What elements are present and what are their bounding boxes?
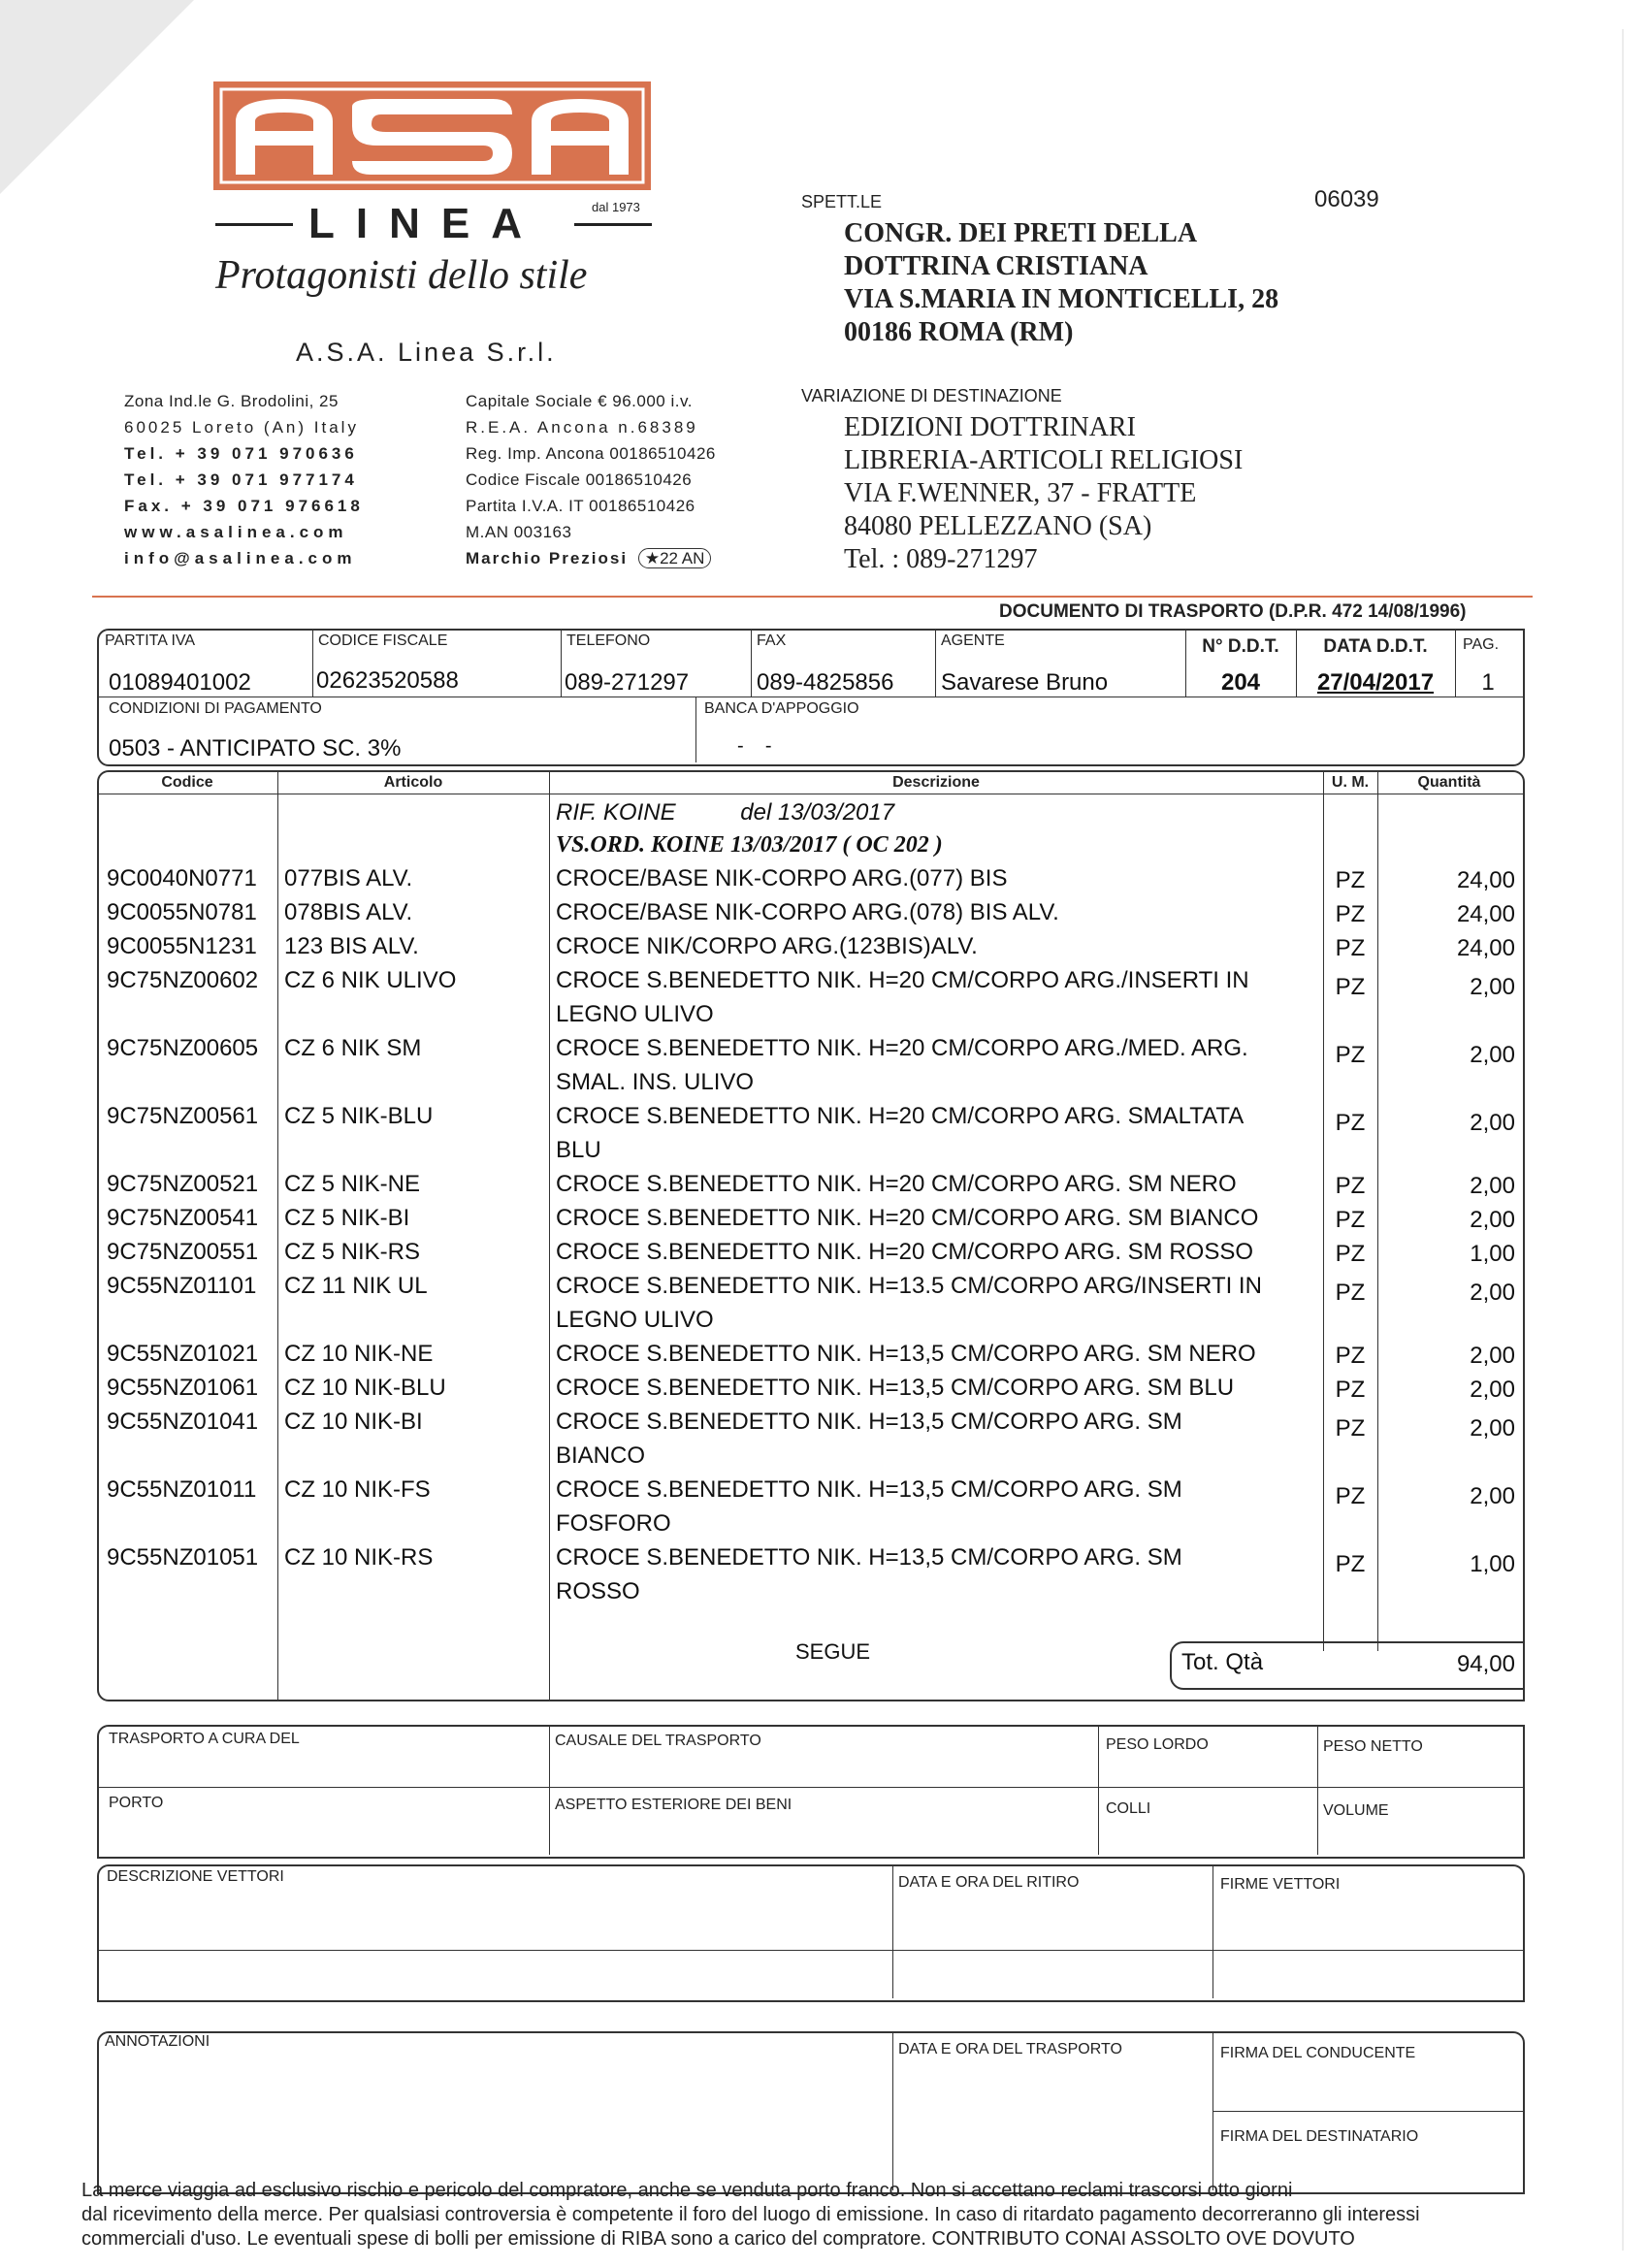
destination-line: LIBRERIA-ARTICOLI RELIGIOSI <box>844 445 1244 475</box>
item-um: PZ <box>1335 901 1366 927</box>
item-articolo: CZ 10 NIK-BLU <box>284 1375 446 1401</box>
item-quantita: 1,00 <box>1470 1241 1515 1267</box>
item-quantita: 2,00 <box>1470 1042 1515 1068</box>
item-articolo: CZ 10 NIK-BI <box>284 1409 423 1435</box>
col-divider <box>1212 2033 1213 2190</box>
item-articolo: 077BIS ALV. <box>284 865 413 891</box>
item-codice: 9C0055N1231 <box>107 933 257 959</box>
logo-graphic <box>211 78 653 194</box>
website-link[interactable]: www.asalinea.com <box>124 523 348 541</box>
company-info-right <box>466 388 716 571</box>
firma-destinatario-label: FIRMA DEL DESTINATARIO <box>1220 2128 1419 2145</box>
item-um: PZ <box>1335 1415 1366 1442</box>
item-articolo: CZ 10 NIK-RS <box>284 1544 434 1571</box>
destination-line: 84080 PELLEZZANO (SA) <box>844 511 1152 541</box>
logo-line-right <box>574 223 652 226</box>
recipient-line: 00186 ROMA (RM) <box>844 317 1074 347</box>
item-descrizione: CROCE S.BENEDETTO NIK. H=20 CM/CORPO ARG. SM ROSSO <box>556 1239 1254 1265</box>
header-separator <box>92 596 1533 598</box>
item-um: PZ <box>1335 1173 1366 1199</box>
address-line: Zona Ind.le G. Brodolini, 25 <box>124 392 339 410</box>
item-codice: 9C75NZ00521 <box>107 1171 259 1197</box>
item-descrizione: BLU <box>556 1137 601 1163</box>
pag-label: PAG. <box>1463 636 1500 653</box>
destination-line: VIA F.WENNER, 37 - FRATTE <box>844 478 1197 508</box>
item-codice: 9C75NZ00561 <box>107 1103 259 1129</box>
item-codice: 9C55NZ01021 <box>107 1341 259 1367</box>
item-descrizione: FOSFORO <box>556 1510 671 1537</box>
item-articolo: 123 BIS ALV. <box>284 933 419 959</box>
col-divider <box>892 2033 893 2190</box>
item-articolo: CZ 5 NIK-BLU <box>284 1103 434 1129</box>
city-line: 60025 Loreto (An) Italy <box>124 418 359 437</box>
nddt-label: N° D.D.T. <box>1202 636 1279 657</box>
col-divider <box>549 772 550 1700</box>
item-um: PZ <box>1335 1280 1366 1306</box>
item-quantita: 2,00 <box>1470 1483 1515 1509</box>
item-quantita: 2,00 <box>1470 1207 1515 1233</box>
item-descrizione: CROCE S.BENEDETTO NIK. H=20 CM/CORPO ARG./INSERTI IN <box>556 967 1249 993</box>
order-ref: VS.ORD. KOINE 13/03/2017 ( OC 202 ) <box>556 832 943 858</box>
item-descrizione: CROCE S.BENEDETTO NIK. H=13,5 CM/CORPO ARG. SM NERO <box>556 1341 1256 1367</box>
col-divider <box>695 697 696 762</box>
item-codice: 9C55NZ01011 <box>107 1476 257 1503</box>
item-codice: 9C55NZ01101 <box>107 1273 257 1299</box>
col-divider <box>892 1866 893 1998</box>
recipient-address <box>844 217 1278 349</box>
item-articolo: CZ 6 NIK ULIVO <box>284 967 457 993</box>
col-header-articolo: Articolo <box>383 774 443 791</box>
item-quantita: 2,00 <box>1470 974 1515 1000</box>
destination-line: EDIZIONI DOTTRINARI <box>844 412 1136 442</box>
col-divider <box>1098 1727 1099 1855</box>
signature-divider <box>1212 2111 1523 2112</box>
fax-label: FAX <box>757 632 787 649</box>
rif-label: RIF. KOINE <box>556 799 676 826</box>
item-descrizione: CROCE/BASE NIK-CORPO ARG.(077) BIS <box>556 865 1008 891</box>
item-um: PZ <box>1335 935 1366 961</box>
item-um: PZ <box>1335 1483 1366 1509</box>
recipient-line: DOTTRINA CRISTIANA <box>844 251 1148 281</box>
pagamento-value: 0503 - ANTICIPATO SC. 3% <box>109 735 402 761</box>
colli-label: COLLI <box>1106 1800 1151 1817</box>
email-link[interactable]: info@asalinea.com <box>124 549 357 567</box>
segue-label: SEGUE <box>795 1639 871 1664</box>
fax-line: Fax. + 39 071 976618 <box>124 497 364 515</box>
marchio-label: Marchio Preziosi <box>466 549 629 567</box>
data-ddt-value: 27/04/2017 <box>1316 669 1435 696</box>
item-quantita: 2,00 <box>1470 1280 1515 1306</box>
trasporto-label: TRASPORTO A CURA DEL <box>109 1731 300 1747</box>
firma-conducente-label: FIRMA DEL CONDUCENTE <box>1220 2045 1416 2061</box>
item-articolo: CZ 5 NIK-BI <box>284 1205 410 1231</box>
recipient-line: CONGR. DEI PRETI DELLA <box>844 218 1198 248</box>
terms-line: dal ricevimento della merce. Per qualsiasi controversia è competente il foro del luogo di emissione. In caso di ritardato pagamento decorreranno gli interessi <box>81 2204 1420 2225</box>
terms-line: La merce viaggia ad esclusivo rischio e pericolo del compratore, anche se venduta porto franco. Non si accettano reclami trascorsi otto giorni <box>81 2180 1293 2201</box>
company-logo <box>211 78 653 194</box>
tel-line-2: Tel. + 39 071 977174 <box>124 470 358 489</box>
logo-line-left <box>215 223 293 226</box>
item-um: PZ <box>1335 974 1366 1000</box>
item-descrizione: LEGNO ULIVO <box>556 1307 714 1333</box>
destination-label: VARIAZIONE DI DESTINAZIONE <box>801 386 1062 405</box>
cf-line: Codice Fiscale 00186510426 <box>466 470 693 489</box>
recipient-line: VIA S.MARIA IN MONTICELLI, 28 <box>844 284 1279 314</box>
piva-line: Partita I.V.A. IT 00186510426 <box>466 497 695 515</box>
item-descrizione: CROCE S.BENEDETTO NIK. H=13.5 CM/CORPO ARG/INSERTI IN <box>556 1273 1262 1299</box>
col-divider <box>935 631 936 697</box>
partita-iva-value: 01089401002 <box>109 669 251 696</box>
ritiro-label: DATA E ORA DEL RITIRO <box>898 1874 1080 1891</box>
item-um: PZ <box>1335 1241 1366 1267</box>
aspetto-label: ASPETTO ESTERIORE DEI BENI <box>555 1797 792 1813</box>
item-descrizione: LEGNO ULIVO <box>556 1001 714 1027</box>
item-descrizione: SMAL. INS. ULIVO <box>556 1069 755 1095</box>
item-quantita: 24,00 <box>1456 867 1515 893</box>
item-quantita: 24,00 <box>1456 901 1515 927</box>
item-codice: 9C55NZ01061 <box>107 1375 259 1401</box>
col-divider <box>277 772 278 1700</box>
col-header-codice: Codice <box>161 774 213 791</box>
tel-value: 089-271297 <box>565 669 690 696</box>
item-codice: 9C0040N0771 <box>107 865 257 891</box>
item-quantita: 2,00 <box>1470 1110 1515 1136</box>
rif-date: del 13/03/2017 <box>740 799 895 826</box>
col-divider <box>549 1727 550 1855</box>
item-um: PZ <box>1335 1377 1366 1403</box>
total-label: Tot. Qtà <box>1181 1649 1264 1675</box>
man-line: M.AN 003163 <box>466 523 572 541</box>
terms-line: commerciali d'uso. Le eventuali spese di bolli per emissione di RIBA sono a carico del compratore. CONTRIBUTO CONAI ASSOLTO OVE DOVUTO <box>81 2228 1355 2250</box>
agente-label: AGENTE <box>941 632 1005 649</box>
transport-divider <box>97 1787 1523 1788</box>
logo-subtitle: LINEA <box>308 200 543 247</box>
destination-address <box>844 411 1243 576</box>
item-descrizione: CROCE S.BENEDETTO NIK. H=20 CM/CORPO ARG./MED. ARG. <box>556 1035 1248 1061</box>
fold-corner <box>0 0 194 194</box>
item-descrizione: CROCE S.BENEDETTO NIK. H=13,5 CM/CORPO ARG. SM BLU <box>556 1375 1235 1401</box>
capitale-line: Capitale Sociale € 96.000 i.v. <box>466 392 693 410</box>
marchio-badge: ★22 AN <box>638 548 712 568</box>
col-divider <box>751 631 752 697</box>
data-trasporto-label: DATA E ORA DEL TRASPORTO <box>898 2041 1122 2057</box>
company-info-left <box>124 388 364 571</box>
item-articolo: CZ 5 NIK-NE <box>284 1171 421 1197</box>
item-articolo: CZ 11 NIK UL <box>284 1273 428 1299</box>
causale-label: CAUSALE DEL TRASPORTO <box>555 1733 761 1749</box>
pag-value: 1 <box>1481 669 1495 696</box>
carriers-divider <box>97 1950 1523 1951</box>
reg-imp-line: Reg. Imp. Ancona 00186510426 <box>466 444 716 463</box>
fax-value: 089-4825856 <box>757 669 894 696</box>
item-articolo: CZ 5 NIK-RS <box>284 1239 421 1265</box>
slogan: Protagonisti dello stile <box>215 253 588 298</box>
porto-label: PORTO <box>109 1795 164 1811</box>
item-codice: 9C0055N0781 <box>107 899 257 925</box>
item-descrizione: CROCE S.BENEDETTO NIK. H=20 CM/CORPO ARG. SM BIANCO <box>556 1205 1259 1231</box>
item-articolo: 078BIS ALV. <box>284 899 413 925</box>
item-codice: 9C75NZ00602 <box>107 967 259 993</box>
item-quantita: 2,00 <box>1470 1173 1515 1199</box>
item-quantita: 2,00 <box>1470 1415 1515 1442</box>
item-codice: 9C55NZ01051 <box>107 1544 259 1571</box>
item-um: PZ <box>1335 1343 1366 1369</box>
item-quantita: 24,00 <box>1456 935 1515 961</box>
agente-value: Savarese Bruno <box>941 669 1109 696</box>
item-descrizione: CROCE S.BENEDETTO NIK. H=13,5 CM/CORPO ARG. SM <box>556 1409 1182 1435</box>
col-divider <box>561 631 562 697</box>
item-articolo: CZ 6 NIK SM <box>284 1035 422 1061</box>
col-header-descrizione: Descrizione <box>892 774 980 791</box>
page-edge-right <box>1622 29 1624 2251</box>
item-um: PZ <box>1335 1207 1366 1233</box>
banca-value: - - <box>737 735 772 757</box>
item-descrizione: CROCE S.BENEDETTO NIK. H=13,5 CM/CORPO ARG. SM <box>556 1476 1182 1503</box>
item-codice: 9C55NZ01041 <box>107 1409 259 1435</box>
item-descrizione: CROCE NIK/CORPO ARG.(123BIS)ALV. <box>556 933 978 959</box>
col-divider <box>1212 1866 1213 1998</box>
nddt-value: 204 <box>1220 669 1261 696</box>
terms-footer <box>81 2179 1420 2252</box>
item-descrizione: CROCE S.BENEDETTO NIK. H=20 CM/CORPO ARG. SM NERO <box>556 1171 1237 1197</box>
recipient-code: 06039 <box>1314 186 1379 212</box>
vettori-label: DESCRIZIONE VETTORI <box>107 1868 284 1885</box>
tel-line: Tel. + 39 071 970636 <box>124 444 358 463</box>
item-descrizione: ROSSO <box>556 1578 640 1604</box>
recipient-label: SPETT.LE <box>801 192 883 211</box>
item-codice: 9C75NZ00605 <box>107 1035 259 1061</box>
destination-line: Tel. : 089-271297 <box>844 544 1038 574</box>
rea-line: R.E.A. Ancona n.68389 <box>466 418 698 437</box>
col-header-um: U. M. <box>1331 774 1370 791</box>
peso-lordo-label: PESO LORDO <box>1106 1736 1209 1753</box>
cf-label: CODICE FISCALE <box>318 632 448 649</box>
col-divider <box>312 631 313 697</box>
item-descrizione: CROCE S.BENEDETTO NIK. H=13,5 CM/CORPO ARG. SM <box>556 1544 1182 1571</box>
firme-vettori-label: FIRME VETTORI <box>1220 1876 1341 1893</box>
logo-since: dal 1973 <box>592 200 640 214</box>
transport-box <box>97 1725 1525 1859</box>
col-divider <box>1317 1727 1318 1855</box>
item-codice: 9C75NZ00541 <box>107 1205 259 1231</box>
total-value: 94,00 <box>1456 1651 1515 1677</box>
item-descrizione: CROCE S.BENEDETTO NIK. H=20 CM/CORPO ARG. SMALTATA <box>556 1103 1245 1129</box>
col-header-quantita: Quantità <box>1417 774 1481 791</box>
cf-value: 02623520588 <box>316 667 459 694</box>
volume-label: VOLUME <box>1323 1802 1389 1819</box>
item-um: PZ <box>1335 1110 1366 1136</box>
marchio-line <box>466 545 716 571</box>
item-quantita: 1,00 <box>1470 1551 1515 1577</box>
tel-label: TELEFONO <box>566 632 651 649</box>
item-um: PZ <box>1335 1042 1366 1068</box>
item-articolo: CZ 10 NIK-FS <box>284 1476 431 1503</box>
annotazioni-label: ANNOTAZIONI <box>105 2033 210 2050</box>
item-um: PZ <box>1335 867 1366 893</box>
item-quantita: 2,00 <box>1470 1377 1515 1403</box>
item-um: PZ <box>1335 1551 1366 1577</box>
pagamento-label: CONDIZIONI DI PAGAMENTO <box>109 700 322 717</box>
item-articolo: CZ 10 NIK-NE <box>284 1341 434 1367</box>
document-title: DOCUMENTO DI TRASPORTO (D.P.R. 472 14/08/1996) <box>999 601 1467 622</box>
rif-line <box>556 799 894 826</box>
company-name: A.S.A. Linea S.r.l. <box>296 338 557 367</box>
item-codice: 9C75NZ00551 <box>107 1239 259 1265</box>
data-ddt-label: DATA D.D.T. <box>1323 636 1428 657</box>
item-descrizione: CROCE/BASE NIK-CORPO ARG.(078) BIS ALV. <box>556 899 1059 925</box>
banca-label: BANCA D'APPOGGIO <box>704 700 859 717</box>
partita-iva-label: PARTITA IVA <box>105 632 196 649</box>
item-descrizione: BIANCO <box>556 1442 646 1469</box>
peso-netto-label: PESO NETTO <box>1323 1738 1423 1755</box>
item-quantita: 2,00 <box>1470 1343 1515 1369</box>
